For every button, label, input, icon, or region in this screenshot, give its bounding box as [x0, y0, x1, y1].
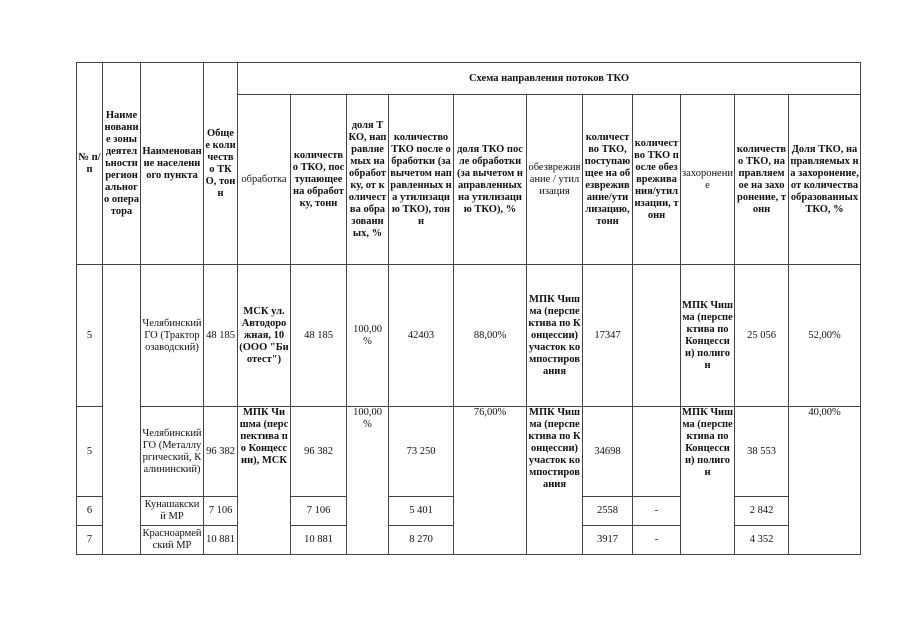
header-qty-after-neutral: количество ТКО после обезвреживания/утилизации, тонн — [633, 95, 681, 265]
tko-flow-table — [76, 62, 861, 555]
cell-qty-neutral: 34698 — [583, 407, 633, 497]
cell-qty-after-neutral — [633, 407, 681, 497]
cell-share-processing: 100,00 % — [347, 407, 389, 555]
cell-qty-after: 8 270 — [389, 526, 454, 555]
header-processing: обработка — [238, 95, 291, 265]
cell-neutral: МПК Чишма (перспектива по Концессии) участок компостирования — [527, 407, 583, 555]
cell-qty-burial: 4 352 — [735, 526, 789, 555]
cell-qty-after: 73 250 — [389, 407, 454, 497]
cell-share-after: 88,00% — [454, 265, 527, 407]
table-row — [77, 407, 861, 497]
header-scheme: Схема направления потоков ТКО — [238, 63, 861, 95]
cell-settlement: Красноармейский МР — [141, 526, 204, 555]
header-zone: Наименование зоны деятельности регионального оператора — [103, 63, 141, 265]
cell-share-after: 76,00% — [454, 407, 527, 555]
header-qty-burial: количество ТКО, направляемое на захоронение, тонн — [735, 95, 789, 265]
cell-burial: МПК Чишма (перспектива по Концессии) полигон — [681, 407, 735, 555]
cell-num: 6 — [77, 497, 103, 526]
cell-qty-burial: 2 842 — [735, 497, 789, 526]
cell-settlement: Челябинский ГО (Тракторозаводский) — [141, 265, 204, 407]
cell-num: 5 — [77, 265, 103, 407]
table-row — [77, 265, 861, 407]
cell-qty-after: 42403 — [389, 265, 454, 407]
cell-total: 7 106 — [204, 497, 238, 526]
header-qty-processing: количество ТКО, поступающее на обработку, тонн — [291, 95, 347, 265]
cell-num: 7 — [77, 526, 103, 555]
cell-qty-after-neutral — [633, 265, 681, 407]
cell-qty-after-neutral: - — [633, 497, 681, 526]
cell-qty-after: 5 401 — [389, 497, 454, 526]
cell-total: 10 881 — [204, 526, 238, 555]
header-burial: захоронение — [681, 95, 735, 265]
header-neutral: обезвреживание / утилизация — [527, 95, 583, 265]
cell-qty-processing: 96 382 — [291, 407, 347, 497]
cell-processing: МПК Чишма (перспектива по Концессии), МСК — [238, 407, 291, 555]
cell-qty-processing: 48 185 — [291, 265, 347, 407]
cell-neutral: МПК Чишма (перспектива по Концессии) участок компостирования — [527, 265, 583, 407]
cell-total: 48 185 — [204, 265, 238, 407]
header-settlement: Наименование населенного пункта — [141, 63, 204, 265]
header-share-processing: доля ТКО, направляемых на обработку, от количества образованных, % — [347, 95, 389, 265]
cell-qty-neutral: 2558 — [583, 497, 633, 526]
cell-qty-processing: 10 881 — [291, 526, 347, 555]
cell-qty-burial: 25 056 — [735, 265, 789, 407]
header-qty-after: количество ТКО после обработки (за вычетом направленных на утилизацию ТКО), тонн — [389, 95, 454, 265]
cell-qty-after-neutral: - — [633, 526, 681, 555]
cell-share-burial: 52,00% — [789, 265, 861, 407]
cell-processing: МСК ул. Автодорожная, 10 (ООО "Биотест") — [238, 265, 291, 407]
header-share-burial: Доля ТКО, направляемых на захоронение, от количества образованных ТКО, % — [789, 95, 861, 265]
cell-qty-neutral: 3917 — [583, 526, 633, 555]
cell-zone — [103, 265, 141, 555]
cell-share-burial: 40,00% — [789, 407, 861, 555]
cell-settlement: Кунашакский МР — [141, 497, 204, 526]
cell-qty-processing: 7 106 — [291, 497, 347, 526]
header-qty-neutral: количество ТКО, поступающее на обезвреживание/утилизацию, тонн — [583, 95, 633, 265]
cell-settlement: Челябинский ГО (Металлургический, Калининский) — [141, 407, 204, 497]
header-num: № п/п — [77, 63, 103, 265]
cell-total: 96 382 — [204, 407, 238, 497]
cell-qty-neutral: 17347 — [583, 265, 633, 407]
header-total: Общее количество ТКО, тонн — [204, 63, 238, 265]
cell-burial: МПК Чишма (перспектива по Концессии) полигон — [681, 265, 735, 407]
cell-qty-burial: 38 553 — [735, 407, 789, 497]
cell-num: 5 — [77, 407, 103, 497]
header-share-after: доля ТКО после обработки (за вычетом направленных на утилизацию ТКО), % — [454, 95, 527, 265]
cell-share-processing: 100,00 % — [347, 265, 389, 407]
